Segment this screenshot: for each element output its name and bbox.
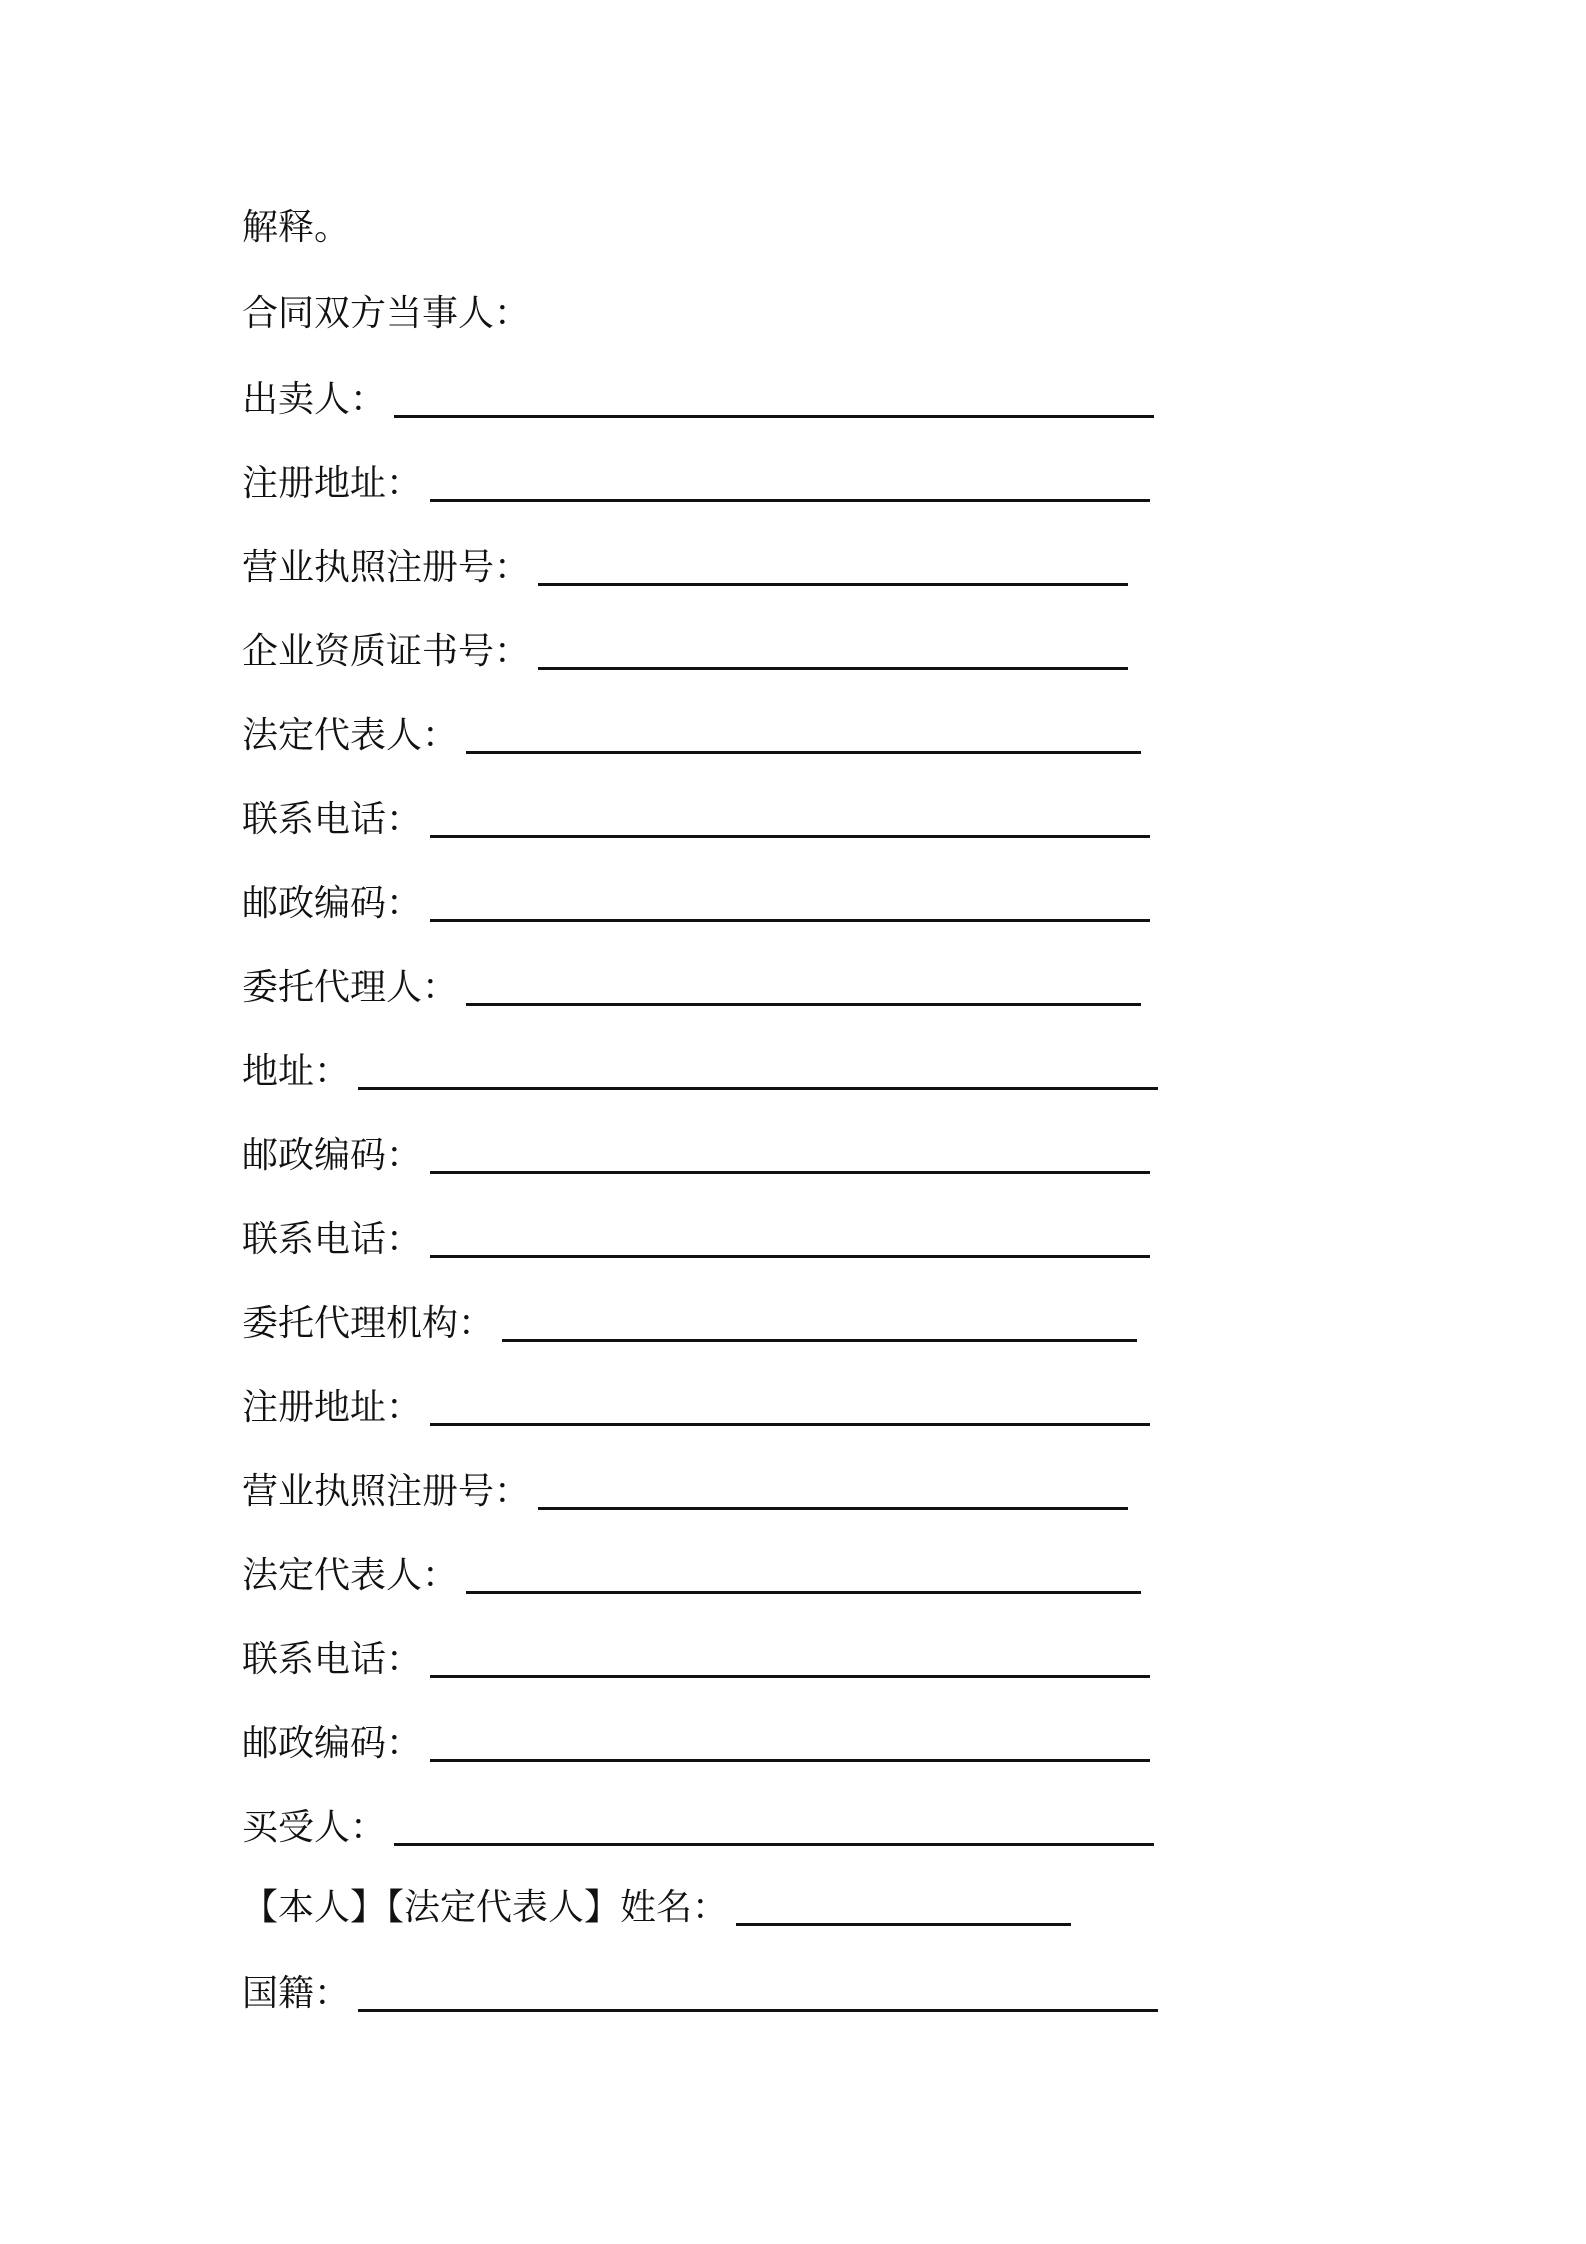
field-label: 企业资质证书号： (242, 631, 531, 672)
intro-text: 解释。 (242, 207, 351, 248)
agency-blank[interactable] (502, 1335, 1137, 1342)
seller-blank[interactable] (394, 411, 1154, 418)
postal-code-blank[interactable] (430, 915, 1150, 922)
buyer-name-blank[interactable] (736, 1919, 1071, 1926)
field-row-legal-rep-2 (242, 1548, 1141, 1600)
field-label: 联系电话： (242, 1639, 423, 1680)
field-label: 地址： (242, 1051, 351, 1092)
phone-3-blank[interactable] (430, 1671, 1150, 1678)
field-label: 注册地址： (242, 1387, 423, 1428)
field-label: 委托代理人： (242, 967, 459, 1008)
field-row-address (242, 1044, 1158, 1096)
agent-blank[interactable] (466, 999, 1141, 1006)
legal-rep-blank[interactable] (466, 747, 1141, 754)
address-blank[interactable] (358, 1083, 1158, 1090)
field-row-postal-code-3 (242, 1716, 1150, 1768)
field-row-agency (242, 1296, 1137, 1348)
phone-2-blank[interactable] (430, 1251, 1150, 1258)
field-row-business-license (242, 540, 1128, 592)
field-row-business-license-2 (242, 1464, 1128, 1516)
field-row-postal-code-2 (242, 1128, 1150, 1180)
field-label: 联系电话： (242, 799, 423, 840)
field-row-phone-3 (242, 1632, 1150, 1684)
field-label: 法定代表人： (242, 1555, 459, 1596)
phone-blank[interactable] (430, 831, 1150, 838)
field-row-registered-address-2 (242, 1380, 1150, 1432)
field-label: 邮政编码： (242, 883, 423, 924)
field-label: 营业执照注册号： (242, 1471, 531, 1512)
qualification-cert-blank[interactable] (538, 663, 1128, 670)
buyer-blank[interactable] (394, 1839, 1154, 1846)
field-label: 营业执照注册号： (242, 547, 531, 588)
registered-address-blank[interactable] (430, 495, 1150, 502)
postal-code-3-blank[interactable] (430, 1755, 1150, 1762)
field-row-phone-2 (242, 1212, 1150, 1264)
field-row-buyer-name (242, 1880, 1071, 1932)
field-label: 国籍： (242, 1973, 351, 2014)
field-label: 法定代表人： (242, 715, 459, 756)
business-license-blank[interactable] (538, 579, 1128, 586)
parties-heading: 合同双方当事人： (242, 293, 531, 334)
field-row-registered-address (242, 456, 1150, 508)
field-row-postal-code (242, 876, 1150, 928)
registered-address-2-blank[interactable] (430, 1419, 1150, 1426)
field-row-qualification-cert (242, 624, 1128, 676)
field-label: 委托代理机构： (242, 1303, 495, 1344)
nationality-blank[interactable] (358, 2005, 1158, 2012)
field-label: 邮政编码： (242, 1135, 423, 1176)
legal-rep-2-blank[interactable] (466, 1587, 1141, 1594)
field-label: 买受人： (242, 1807, 387, 1848)
field-row-phone (242, 792, 1150, 844)
field-label: 注册地址： (242, 463, 423, 504)
business-license-2-blank[interactable] (538, 1503, 1128, 1510)
postal-code-2-blank[interactable] (430, 1167, 1150, 1174)
field-row-nationality (242, 1966, 1158, 2018)
field-row-buyer (242, 1800, 1154, 1852)
field-row-legal-rep (242, 708, 1141, 760)
field-label: 邮政编码： (242, 1723, 423, 1764)
field-row-agent (242, 960, 1141, 1012)
field-label: 出卖人： (242, 379, 387, 420)
field-label: 联系电话： (242, 1219, 423, 1260)
field-row-seller (242, 372, 1154, 424)
field-label: 【本人】【法定代表人】姓名： (242, 1887, 729, 1928)
